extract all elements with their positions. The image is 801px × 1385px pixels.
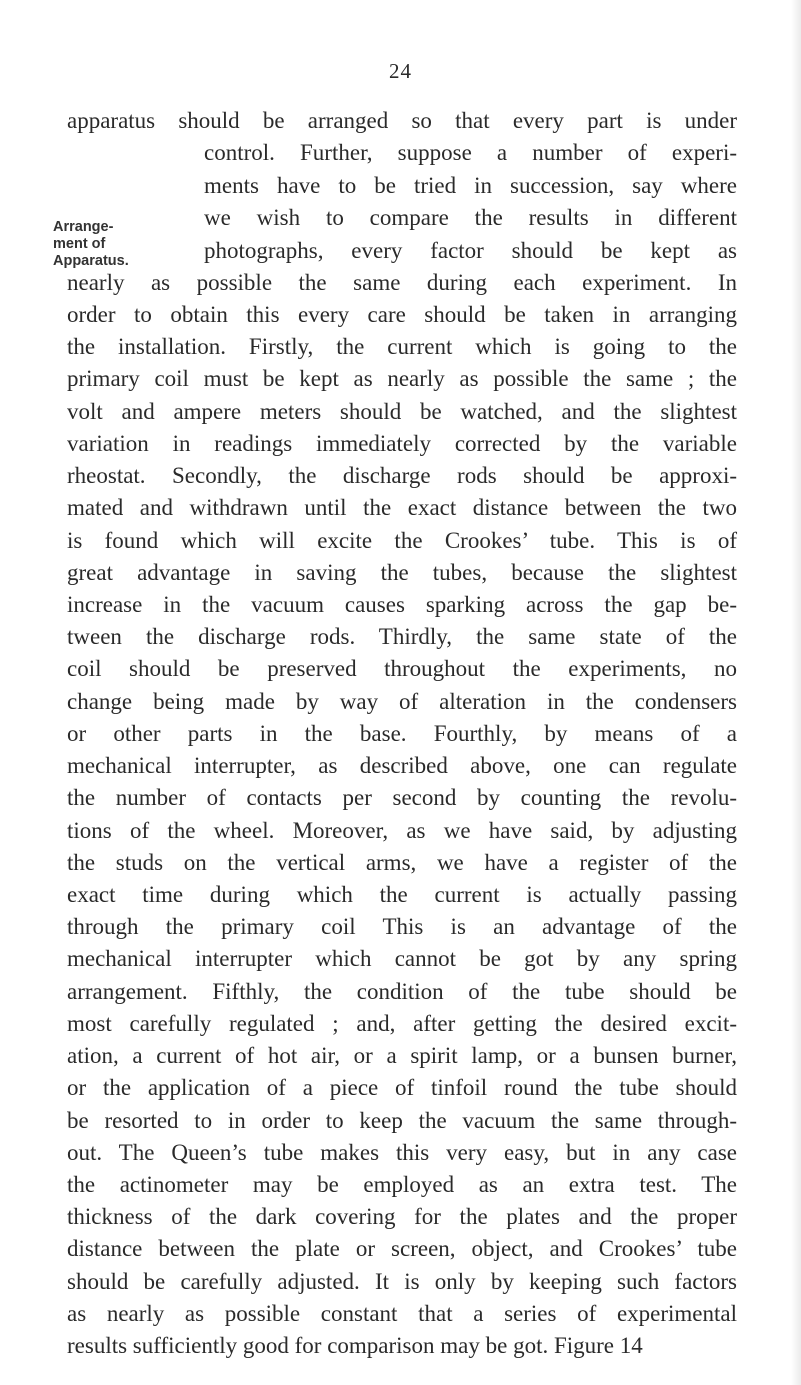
text-line: order to obtain this every care should be taken in arranging (67, 302, 737, 327)
text-line: ments have to be tried in succession, say where (204, 173, 737, 198)
text-line: primary coil must be kept as nearly as possible the same ; the (67, 366, 737, 391)
text-line: the actinometer may be employed as an extra test. The (67, 1172, 737, 1197)
text-line: increase in the vacuum causes sparking across the gap be- (67, 592, 737, 617)
text-line: tween the discharge rods. Thirdly, the same state of the (67, 624, 737, 649)
text-line: out. The Queen’s tube makes this very easy, but in any case (67, 1140, 737, 1165)
margin-note-line: Apparatus. (53, 253, 129, 269)
text-line: thickness of the dark covering for the plates and the proper (67, 1204, 737, 1229)
text-line: as nearly as possible constant that a series of experimental (67, 1301, 737, 1326)
text-line: or other parts in the base. Fourthly, by means of a (67, 721, 737, 746)
text-line: results sufficiently good for comparison may be got. Figure 14 (67, 1333, 643, 1358)
text-line: the studs on the vertical arms, we have a register of the (67, 850, 737, 875)
page-number: 24 (389, 59, 412, 83)
text-line: rheostat. Secondly, the discharge rods should be approxi- (67, 463, 737, 488)
text-line: the number of contacts per second by counting the revolu- (67, 785, 737, 810)
text-line: distance between the plate or screen, object, and Crookes’ tube (67, 1236, 737, 1261)
text-line: or the application of a piece of tinfoil round the tube should (67, 1075, 737, 1100)
margin-note-line: Arrange- (53, 219, 114, 235)
margin-note-line: ment of (53, 236, 106, 252)
text-line: most carefully regulated ; and, after getting the desired excit- (67, 1011, 737, 1036)
text-line: mechanical interrupter which cannot be got by any spring (67, 946, 737, 971)
text-line: nearly as possible the same during each experiment. In (67, 270, 737, 295)
text-line: change being made by way of alteration in the condensers (67, 689, 737, 714)
text-line: coil should be preserved throughout the experiments, no (67, 656, 737, 681)
text-line: we wish to compare the results in different (204, 205, 737, 230)
text-line: apparatus should be arranged so that every part is under (67, 108, 737, 133)
text-line: be resorted to in order to keep the vacuum the same through- (67, 1108, 737, 1133)
text-line: tions of the wheel. Moreover, as we have said, by adjusting (67, 818, 737, 843)
text-line: control. Further, suppose a number of experi- (204, 140, 737, 165)
text-line: great advantage in saving the tubes, because the slightest (67, 560, 737, 585)
text-line: mechanical interrupter, as described above, one can regulate (67, 753, 737, 778)
text-line: variation in readings immediately corrected by the variable (67, 431, 737, 456)
text-line: exact time during which the current is actually passing (67, 882, 737, 907)
text-line: mated and withdrawn until the exact distance between the two (67, 495, 737, 520)
text-line: volt and ampere meters should be watched, and the slightest (67, 399, 737, 424)
text-line: ation, a current of hot air, or a spirit lamp, or a bunsen burner, (67, 1043, 737, 1068)
text-line: should be carefully adjusted. It is only by keeping such factors (67, 1269, 737, 1294)
margin-note (53, 219, 163, 270)
text-line: the installation. Firstly, the current which is going to the (67, 334, 737, 359)
text-line: is found which will excite the Crookes’ tube. This is of (67, 528, 737, 553)
text-line: through the primary coil This is an advantage of the (67, 914, 737, 939)
text-line: arrangement. Fifthly, the condition of the tube should be (67, 979, 737, 1004)
text-line: photographs, every factor should be kept as (204, 238, 737, 263)
page-edge-shadow (791, 0, 801, 1385)
